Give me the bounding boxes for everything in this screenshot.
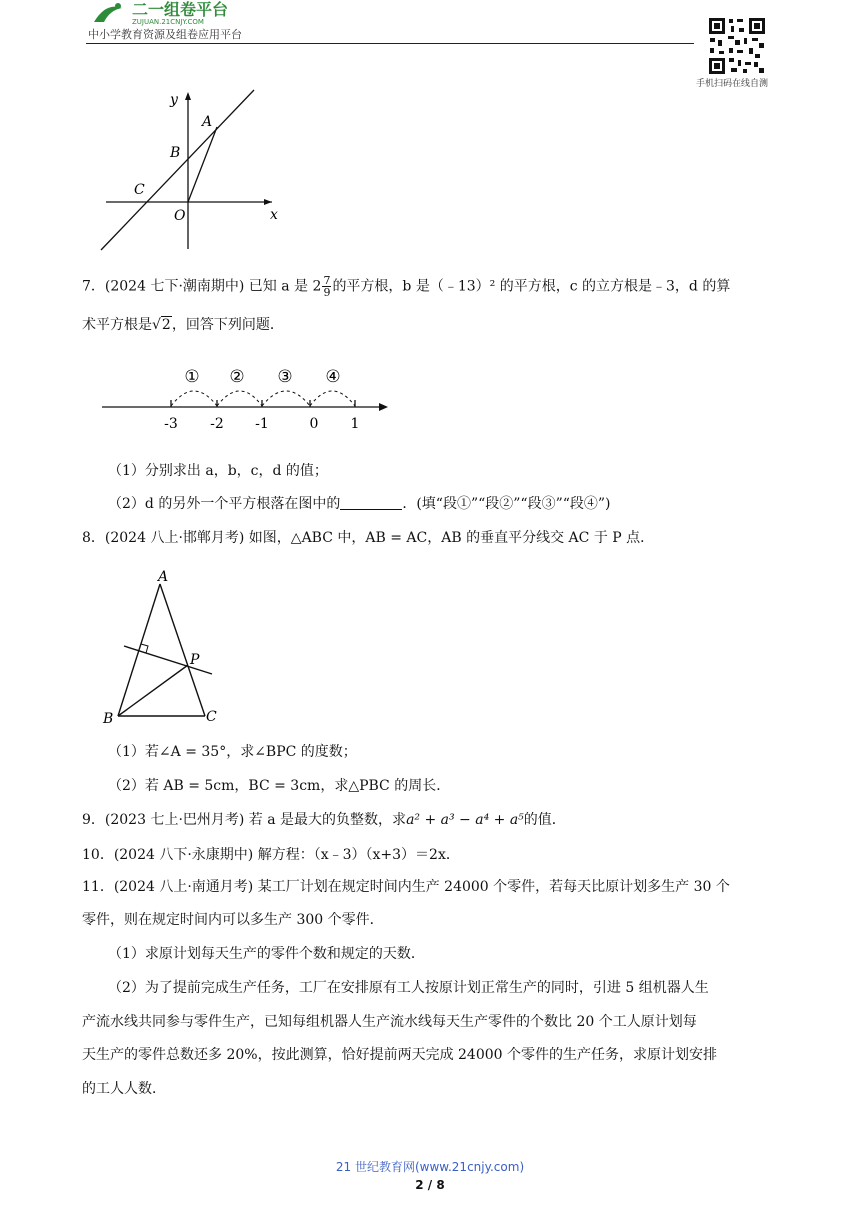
q7-after-frac: 的平方根，b 是（﹣13）² 的平方根，c 的立方根是﹣3，d 的算	[332, 278, 731, 295]
q7-line2-b: ，回答下列问题．	[171, 317, 284, 333]
q9-tail: 的值．	[523, 812, 566, 828]
figure-triangle	[100, 566, 230, 728]
q8-sub2: （2）若 AB = 5cm，BC = 3cm，求△PBC 的周长．	[108, 778, 451, 794]
q11-sub1: （1）求原计划每天生产的零件个数和规定的天数．	[108, 946, 425, 962]
q7-sqrt: √2	[152, 317, 171, 333]
y-axis-label: y	[170, 92, 178, 108]
line-through-abc	[101, 90, 254, 250]
q8-line1: 8．(2024 八上·邯郸月考) 如图，△ABC 中，AB = AC，AB 的垂直平分线交 AC 于 P 点．	[82, 530, 655, 546]
q9-expression: a² + a³ − a⁴ + a⁵	[406, 812, 524, 828]
q9-line	[82, 810, 566, 830]
logo-main-text: 二一组卷平台	[132, 0, 229, 19]
origin-label: O	[174, 208, 186, 224]
figure-coordinate	[96, 84, 286, 256]
q7-sub2	[108, 494, 611, 514]
segment-3-label: ③	[277, 367, 293, 387]
q11-sub2-line2: 产流水线共同参与零件生产，已知每组机器人生产流水线每天生产零件的个数比 20 个工人原计划每	[82, 1014, 697, 1030]
header-subtitle: 中小学教育资源及组卷应用平台	[88, 28, 242, 41]
q7-fraction	[322, 275, 331, 298]
vertex-c-label: C	[206, 709, 217, 725]
q7-answer-blank	[340, 495, 402, 510]
header-divider	[86, 43, 694, 44]
segment-oa	[188, 127, 217, 202]
q7-sub2-a: （2）d 的另外一个平方根落在图中的	[108, 496, 341, 512]
qr-code-icon	[707, 16, 767, 76]
q11-line2: 零件，则在规定时间内可以多生产 300 个零件．	[82, 912, 384, 928]
q7-sub2-b: ．(填“段①”“段②”“段③”“段④”)	[402, 496, 611, 512]
figure-number-line	[96, 360, 396, 440]
tick-label-0: 0	[309, 416, 319, 432]
q7-line1	[82, 275, 730, 298]
point-a-label: A	[202, 114, 213, 130]
point-p-label: P	[190, 652, 200, 668]
vertex-b-label: B	[103, 711, 114, 727]
footer-site-link[interactable]: 21 世纪教育网(www.21cnjy.com)	[335, 1160, 525, 1174]
tick-label-neg1: -1	[255, 416, 269, 432]
segment-4-label: ④	[325, 367, 341, 387]
q10-line: 10．(2024 八下·永康期中) 解方程：（x﹣3）（x+3）＝2x．	[82, 847, 460, 863]
tick-label-1: 1	[350, 416, 360, 432]
q7-mixed-whole: 2	[312, 278, 322, 295]
qr-caption: 手机扫码在线自测	[696, 79, 769, 89]
q8-sub1: （1）若∠A = 35°，求∠BPC 的度数；	[108, 744, 357, 760]
q11-sub2-line1: （2）为了提前完成生产任务，工厂在安排原有工人按原计划正常生产的同时，引进 5 组机器人生	[108, 980, 709, 996]
segment-1-label: ①	[184, 367, 200, 387]
tick-label-neg2: -2	[210, 416, 224, 432]
q7-line2	[82, 315, 284, 335]
site-logo	[88, 0, 278, 26]
point-c-label: C	[134, 182, 145, 198]
q7-frac-den: 9	[323, 286, 331, 299]
segment-2-label: ②	[229, 367, 245, 387]
q7-line2-a: 术平方根是	[82, 317, 152, 333]
q9-text: 9．(2023 七上·巴州月考) 若 a 是最大的负整数，求	[82, 812, 407, 828]
page-number: 2 / 8	[415, 1178, 445, 1192]
q7-source: 7．(2024 七下·潮南期中) 已知 a 是	[82, 278, 313, 295]
q11-sub2-line4: 的工人人数．	[82, 1081, 166, 1097]
tick-label-neg3: -3	[164, 416, 178, 432]
q7-sqrt-arg: 2	[161, 317, 171, 333]
logo-sub-text: ZUJUAN.21CNJY.COM	[132, 18, 204, 26]
q7-sub1: （1）分别求出 a，b，c，d 的值；	[108, 463, 328, 479]
q11-line1: 11．(2024 八上·南通月考) 某工厂计划在规定时间内生产 24000 个零件，若每天比原计划多生产 30 个	[82, 879, 730, 895]
vertex-a-label: A	[158, 569, 169, 585]
point-b-label: B	[170, 145, 181, 161]
q7-frac-num: 7	[323, 274, 331, 287]
x-axis-label: x	[270, 207, 278, 223]
q11-sub2-line3: 天生产的零件总数还多 20%，按此测算，恰好提前两天完成 24000 个零件的生产任务，求原计划安排	[82, 1047, 718, 1063]
